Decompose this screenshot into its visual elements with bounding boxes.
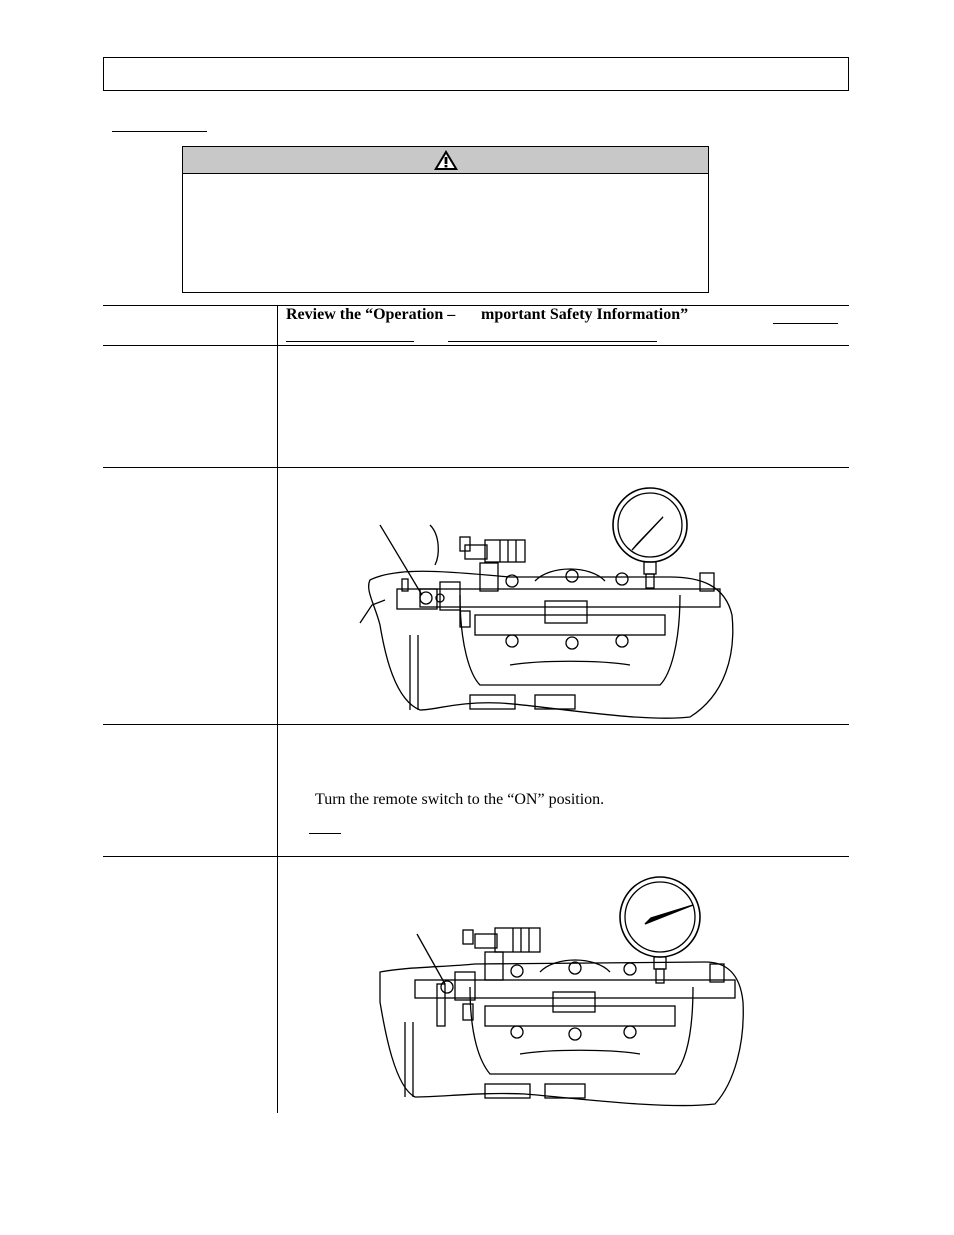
underline-blank	[286, 341, 414, 342]
step-1-text-a: Review the “Operation –	[286, 306, 456, 323]
table-row-divider	[103, 467, 849, 468]
section-heading-underline	[112, 131, 207, 132]
page-header-box	[103, 57, 849, 91]
table-row-divider	[103, 305, 849, 306]
step-1-text-b: mportant Safety Information”	[481, 306, 689, 323]
table-row-divider	[103, 345, 849, 346]
warning-box	[182, 146, 709, 293]
underline-blank	[448, 341, 657, 342]
table-column-divider	[277, 305, 278, 1113]
table-row-divider	[103, 856, 849, 857]
warning-triangle-icon	[433, 149, 459, 171]
underline-blank	[773, 323, 838, 324]
pump-diagram-valve-open	[375, 872, 745, 1110]
warning-header	[183, 147, 708, 174]
step-4-instruction: Turn the remote switch to the “ON” position.	[315, 791, 605, 808]
underline-blank	[309, 833, 341, 834]
pump-diagram-valve-closed	[340, 485, 740, 721]
table-row-divider	[103, 724, 849, 725]
